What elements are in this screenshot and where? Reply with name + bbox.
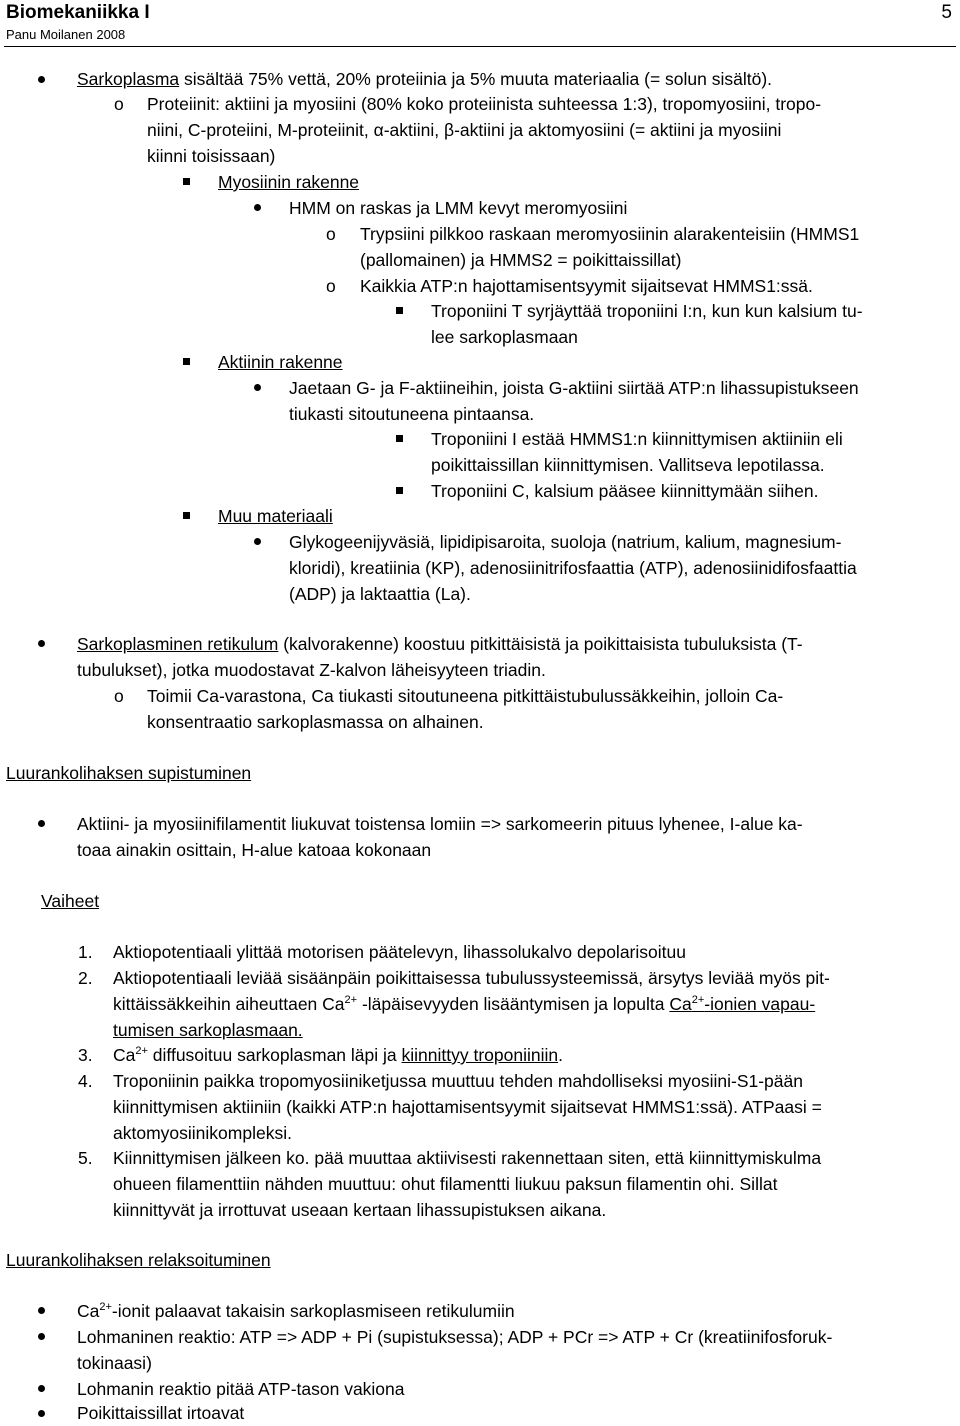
term-sarkoplasma: Sarkoplasma	[77, 69, 180, 89]
line: (pallomainen) ja HMMS2 = poikittaissillat)	[360, 250, 682, 270]
list-item-line: ohueen filamenttiin nähden muuttuu: ohut filamentti liukuu paksun filamentin ohi. Sillat	[113, 1174, 778, 1194]
bullet-icon	[254, 538, 261, 545]
bullet-icon	[38, 1307, 45, 1314]
superscript: 2+	[135, 1045, 148, 1057]
list-item-line	[113, 991, 815, 1020]
line: kiinni toisissaan)	[147, 146, 276, 166]
bullet-icon	[38, 640, 45, 647]
text: -ionit palaavat takaisin sarkoplasmiseen retikulumiin	[111, 1301, 515, 1321]
line: Glykogeenijyväsiä, lipidipisaroita, suoloja (natrium, kalium, magnesium-	[289, 532, 842, 552]
text: diffusoituu sarkoplasman läpi ja	[147, 1045, 402, 1065]
subheading-vaiheet: Vaiheet	[41, 891, 100, 911]
list-item-line: aktomyosiinikompleksi.	[113, 1123, 292, 1143]
line: Troponiini I estää HMMS1:n kiinnittymisen aktiiniin eli	[431, 429, 843, 449]
circle-bullet-icon: o	[114, 686, 124, 706]
text: -läpäisevyyden lisääntymisen ja lopulta	[357, 994, 670, 1014]
text: (kalvorakenne) koostuu pitkittäisistä ja poikittaisista tubuluksista (T-	[278, 634, 803, 654]
bullet-icon	[254, 384, 261, 391]
line: konsentraatio sarkoplasmassa on alhainen.	[147, 712, 484, 732]
list-number: 2.	[78, 968, 93, 988]
document-author: Panu Moilanen 2008	[6, 27, 126, 42]
line: Proteiinit: aktiini ja myosiini (80% koko proteiinista suhteessa 1:3), tropomyosiini, tropo-	[147, 94, 822, 114]
text: Ca	[669, 994, 692, 1014]
text: Ca	[77, 1301, 100, 1321]
line: kloridi), kreatiinia (KP), adenosiinitrifosfaattia (ATP), adenosiinidifosfaattia	[289, 558, 857, 578]
line: Jaetaan G- ja F-aktiineihin, joista G-aktiini siirtää ATP:n lihassupistukseen	[289, 378, 859, 398]
line: toaa ainakin osittain, H-alue katoaa kokonaan	[77, 840, 432, 860]
line: Trypsiini pilkkoo raskaan meromyosiinin alarakenteisiin (HMMS1	[360, 224, 860, 244]
list-item-line: tumisen sarkoplasmaan.	[113, 1020, 303, 1040]
text: kittäissäkkeihin aiheuttaen Ca	[113, 994, 345, 1014]
document-title: Biomekaniikka I	[6, 2, 150, 23]
list-item	[113, 1042, 563, 1071]
bullet-icon	[38, 820, 45, 827]
list-item: Troponiinin paikka tropomyosiiniketjussa muuttuu tehden mahdolliseksi myosiini-S1-pään	[113, 1071, 803, 1091]
circle-bullet-icon: o	[326, 224, 336, 244]
line: tokinaasi)	[77, 1353, 152, 1373]
line: Troponiini T syrjäyttää troponiini I:n, kun kun kalsium tu-	[431, 301, 863, 321]
line: Lohmaninen reaktio: ATP => ADP + Pi (supistuksessa); ADP + PCr => ATP + Cr (kreatiinifosforuk-	[77, 1327, 833, 1347]
bullet-icon	[38, 76, 45, 83]
square-bullet-icon	[396, 435, 403, 442]
list-item-line: kiinnittyvät ja irrottuvat useaan kertaan lihassupistuksen aikana.	[113, 1200, 607, 1220]
list-number: 4.	[78, 1071, 93, 1091]
line: HMM on raskas ja LMM kevyt meromyosiini	[289, 198, 628, 218]
term-retikulum: Sarkoplasminen retikulum	[77, 634, 279, 654]
list-item-line: kiinnittymisen aktiiniin (kaikki ATP:n hajottamisentsyymit sijaitsevat HMMS1:ssä). ATPaasi =	[113, 1097, 822, 1117]
line: Kaikkia ATP:n hajottamisentsyymit sijaitsevat HMMS1:ssä.	[360, 276, 813, 296]
line: tiukasti sitoutuneena pintaansa.	[289, 404, 535, 424]
line: Toimii Ca-varastona, Ca tiukasti sitoutuneena pitkittäistubulussäkkeihin, jolloin Ca-	[147, 686, 784, 706]
bullet-icon	[254, 204, 261, 211]
list-number: 5.	[78, 1148, 93, 1168]
superscript: 2+	[344, 994, 358, 1006]
bullet-icon	[38, 1333, 45, 1340]
list-number: 1.	[78, 942, 93, 962]
paragraph-retikulum	[77, 631, 803, 657]
line: tubulukset), jotka muodostavat Z-kalvon läheisyyteen triadin.	[77, 660, 546, 680]
subheading-muu-materiaali: Muu materiaali	[218, 506, 333, 526]
line: (ADP) ja laktaattia (La).	[289, 584, 471, 604]
line: lee sarkoplasmaan	[431, 327, 578, 347]
line: poikittaissillan kiinnittymisen. Vallitseva lepotilassa.	[431, 455, 825, 475]
circle-bullet-icon: o	[114, 94, 124, 114]
underlined-text	[669, 994, 815, 1014]
list-item: Kiinnittymisen jälkeen ko. pää muuttaa aktiivisesti rakennettaan siten, että kiinnittymiskulma	[113, 1148, 822, 1168]
text: sisältää 75% vettä, 20% proteiinia ja 5% muuta materiaalia (= solun sisältö).	[179, 69, 773, 89]
header-divider	[4, 46, 956, 47]
list-item: Aktiopotentiaali ylittää motorisen päätelevyn, lihassolukalvo depolarisoituu	[113, 942, 686, 962]
square-bullet-icon	[183, 358, 190, 365]
line	[77, 1298, 515, 1327]
square-bullet-icon	[396, 487, 403, 494]
bullet-icon	[38, 1410, 45, 1417]
subheading-myosin: Myosiinin rakenne	[218, 172, 360, 192]
page-number: 5	[941, 2, 952, 23]
list-item: Aktiopotentiaali leviää sisäänpäin poikittaisessa tubulussysteemissä, ärsytys leviää myös pit-	[113, 968, 830, 988]
list-number: 3.	[78, 1045, 93, 1065]
square-bullet-icon	[396, 307, 403, 314]
line: Poikittaissillat irtoavat	[77, 1403, 245, 1423]
line: niini, C-proteiini, M-proteiinit, α-aktiini, β-aktiini ja aktomyosiini (= aktiini ja myosiini	[147, 120, 782, 140]
section-heading-supistuminen: Luurankolihaksen supistuminen	[6, 763, 252, 783]
bullet-icon	[38, 1385, 45, 1392]
superscript: 2+	[691, 994, 705, 1006]
superscript: 2+	[99, 1301, 112, 1313]
line: Aktiini- ja myosiinifilamentit liukuvat toistensa lomiin => sarkomeerin pituus lyhenee, I-alue ka-	[77, 814, 803, 834]
text: Ca	[113, 1045, 136, 1065]
line: Troponiini C, kalsium pääsee kiinnittymään siihen.	[431, 481, 819, 501]
section-heading-relaksoituminen: Luurankolihaksen relaksoituminen	[6, 1250, 271, 1270]
square-bullet-icon	[183, 512, 190, 519]
subheading-actin: Aktiinin rakenne	[218, 352, 343, 372]
paragraph-sarkoplasma	[77, 66, 772, 92]
text: .	[558, 1045, 563, 1065]
text: -ionien vapau-	[704, 994, 816, 1014]
square-bullet-icon	[183, 178, 190, 185]
underlined-text: kiinnittyy troponiiniin	[401, 1045, 559, 1065]
line: Lohmanin reaktio pitää ATP-tason vakiona	[77, 1379, 405, 1399]
circle-bullet-icon: o	[326, 276, 336, 296]
